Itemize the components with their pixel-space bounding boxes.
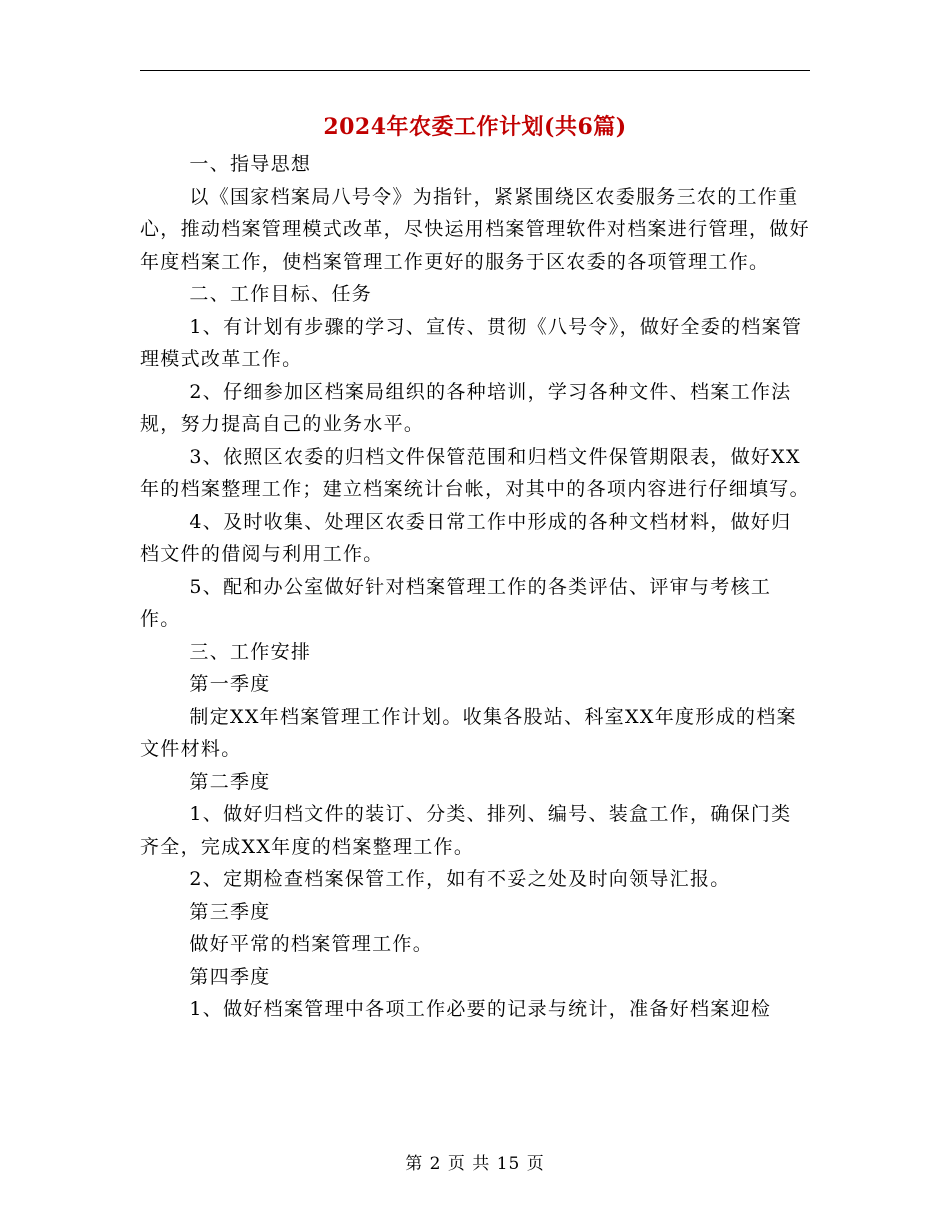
- list-item: 2、仔细参加区档案局组织的各种培训，学习各种文件、档案工作法规，努力提高自己的业务水平。: [140, 380, 792, 435]
- list-item: 1、做好档案管理中各项工作必要的记录与统计，准备好档案迎检: [189, 998, 772, 1020]
- paragraph: 以《国家档案局八号令》为指针，紧紧围绕区农委服务三农的工作重心，推动档案管理模式改革，尽快运用档案管理软件对档案进行管理，做好年度档案工作，使档案管理工作更好的服务于区农委的各项管理工作。: [140, 185, 810, 273]
- document-body: [140, 148, 810, 1026]
- list-item: 1、做好归档文件的装订、分类、排列、编号、装盒工作，确保门类齐全，完成XX年度的档案整理工作。: [140, 803, 792, 858]
- quarter-heading: 第二季度: [189, 770, 271, 793]
- heading-work-arrangement: 三、工作安排: [189, 640, 312, 663]
- heading-guiding-ideology: 一、指导思想: [189, 153, 312, 175]
- heading-goals-tasks: 二、工作目标、任务: [189, 283, 373, 305]
- quarter-heading: 第一季度: [189, 673, 271, 695]
- paragraph: 做好平常的档案管理工作。: [189, 933, 433, 955]
- list-item: 2、定期检查档案保管工作，如有不妥之处及时向领导汇报。: [189, 868, 731, 890]
- header-rule: [140, 70, 810, 71]
- quarter-heading: 第三季度: [189, 900, 271, 923]
- list-item: 5、配和办公室做好针对档案管理工作的各类评估、评审与考核工作。: [140, 575, 772, 630]
- quarter-heading: 第四季度: [189, 965, 271, 988]
- paragraph: 制定XX年档案管理工作计划。收集各股站、科室XX年度形成的档案文件材料。: [140, 705, 797, 760]
- list-item: 3、依照区农委的归档文件保管范围和归档文件保管期限表，做好XX年的档案整理工作；建立档案统计台帐，对其中的各项内容进行仔细填写。: [140, 445, 810, 500]
- list-item: 4、及时收集、处理区农委日常工作中形成的各种文档材料，做好归档文件的借阅与利用工作。: [140, 510, 792, 565]
- document-title: 2024年农委工作计划(共6篇): [323, 114, 627, 140]
- page-number-footer: 第 2 页 共 15 页: [405, 1154, 545, 1174]
- list-item: 1、有计划有步骤的学习、宣传、贯彻《八号令》，做好全委的档案管理模式改革工作。: [140, 315, 803, 370]
